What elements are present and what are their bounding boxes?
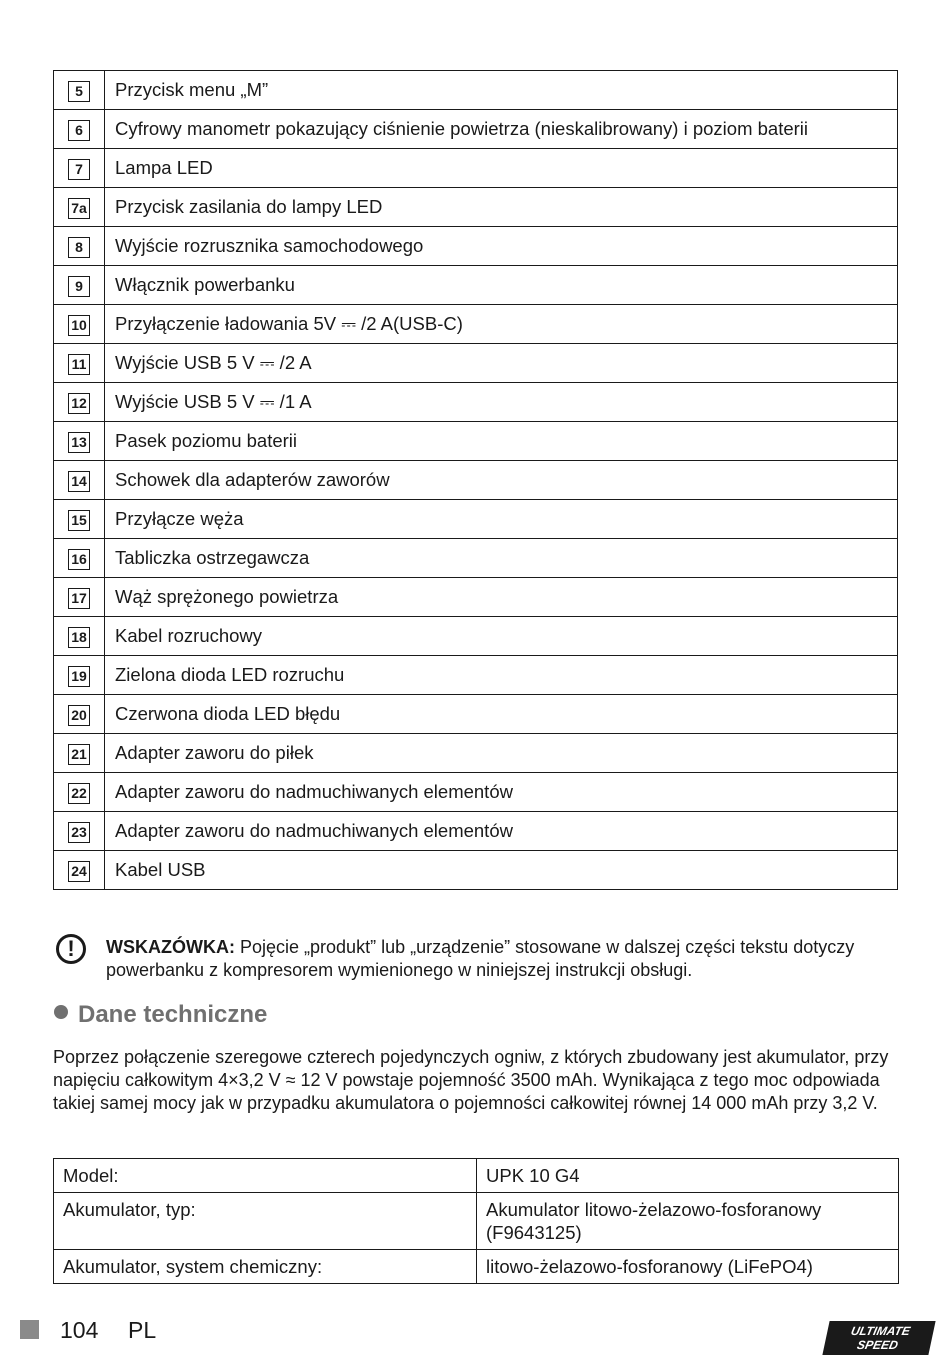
part-number: 16 [68,549,90,570]
part-number-cell [54,305,105,344]
part-number-cell [54,617,105,656]
note-label: WSKAZÓWKA: [106,937,235,957]
part-description: Schowek dla adapterów zaworów [105,461,898,500]
spec-row [54,1159,899,1193]
part-number-cell [54,695,105,734]
parts-row [54,227,898,266]
part-description: Włącznik powerbanku [105,266,898,305]
parts-row [54,344,898,383]
part-number-cell [54,500,105,539]
part-description: Przycisk menu „M” [105,71,898,110]
brand-logo-line2: SPEED [855,1338,900,1352]
part-number-cell [54,656,105,695]
part-number: 21 [68,744,90,765]
parts-row [54,695,898,734]
part-description: Cyfrowy manometr pokazujący ciśnienie powietrza (nieskalibrowany) i poziom baterii [105,110,898,149]
part-number-cell [54,188,105,227]
spec-table [53,1158,899,1284]
part-description: Przyłączenie ładowania 5V ⎓ /2 A(USB-C) [105,305,898,344]
part-number: 18 [68,627,90,648]
spec-row [54,1250,899,1284]
part-number: 19 [68,666,90,687]
part-number-cell [54,812,105,851]
part-number: 11 [68,354,90,375]
section-heading-text: Dane techniczne [78,1001,268,1028]
part-number-cell [54,539,105,578]
parts-table [53,70,898,890]
parts-row [54,383,898,422]
spec-table-body [54,1159,899,1284]
note-text [106,936,896,982]
part-number: 17 [68,588,90,609]
parts-row [54,773,898,812]
bullet-icon [54,1005,68,1019]
page-number: 104 [60,1317,99,1343]
parts-row [54,578,898,617]
part-number-cell [54,149,105,188]
parts-row [54,812,898,851]
part-description: Adapter zaworu do nadmuchiwanych elementów [105,773,898,812]
part-description: Wyjście USB 5 V ⎓ /1 A [105,383,898,422]
part-number: 23 [68,822,90,843]
parts-row [54,617,898,656]
parts-row [54,71,898,110]
part-description: Lampa LED [105,149,898,188]
part-number-cell [54,461,105,500]
part-description: Adapter zaworu do nadmuchiwanych elementów [105,812,898,851]
spec-key: Akumulator, typ: [54,1193,477,1250]
part-number: 15 [68,510,90,531]
exclamation-icon: ! [56,934,86,964]
part-number: 20 [68,705,90,726]
parts-row [54,461,898,500]
part-number: 6 [68,120,90,141]
part-number: 14 [68,471,90,492]
spec-key: Akumulator, system chemiczny: [54,1250,477,1284]
parts-row [54,305,898,344]
note-body: Pojęcie „produkt” lub „urządzenie” stosowane w dalszej części tekstu dotyczy powerbanku z kompresorem wymienionego w niniejszej instrukcji obsługi. [106,937,855,980]
part-description: Wyjście rozrusznika samochodowego [105,227,898,266]
part-description: Tabliczka ostrzegawcza [105,539,898,578]
parts-row [54,539,898,578]
spec-value: litowo-żelazowo-fosforanowy (LiFePO4) [477,1250,899,1284]
parts-row [54,656,898,695]
parts-row [54,734,898,773]
parts-row [54,110,898,149]
part-number-cell [54,422,105,461]
part-description: Pasek poziomu baterii [105,422,898,461]
spec-value: Akumulator litowo-żelazowo-fosforanowy (F9643125) [477,1193,899,1250]
part-number-cell [54,383,105,422]
part-number: 24 [68,861,90,882]
part-description: Kabel USB [105,851,898,890]
parts-row [54,188,898,227]
parts-row [54,149,898,188]
spec-key: Model: [54,1159,477,1193]
parts-table-body [54,71,898,890]
part-description: Adapter zaworu do piłek [105,734,898,773]
part-description: Zielona dioda LED rozruchu [105,656,898,695]
part-description: Czerwona dioda LED błędu [105,695,898,734]
part-number-cell [54,344,105,383]
part-number: 8 [68,237,90,258]
part-description: Przycisk zasilania do lampy LED [105,188,898,227]
parts-row [54,266,898,305]
part-number-cell [54,773,105,812]
part-number: 7a [68,198,90,219]
spec-value: UPK 10 G4 [477,1159,899,1193]
part-number-cell [54,71,105,110]
part-description: Wąż sprężonego powietrza [105,578,898,617]
part-description: Wyjście USB 5 V ⎓ /2 A [105,344,898,383]
intro-paragraph: Poprzez połączenie szeregowe czterech pojedynczych ogniw, z których zbudowany jest akumulator, przy napięciu całkowitym 4×3,2 V ≈ 12 V powstaje pojemność 3500 mAh. Wynikająca z tego moc odpowiada takiej samej mocy jak w przypadku akumulatora o pojemności całkowitej równej 14 000 mAh przy 3,2 V. [53,1047,889,1113]
brand-logo-line1: ULTIMATE [849,1324,912,1338]
page-language: PL [128,1317,157,1343]
parts-row [54,500,898,539]
part-number: 9 [68,276,90,297]
spec-row [54,1193,899,1250]
part-number-cell [54,110,105,149]
part-number: 5 [68,81,90,102]
section-heading [54,1001,267,1029]
parts-row [54,422,898,461]
part-description: Przyłącze węża [105,500,898,539]
part-number-cell [54,734,105,773]
part-number-cell [54,266,105,305]
part-number: 10 [68,315,90,336]
part-description: Kabel rozruchowy [105,617,898,656]
part-number-cell [54,851,105,890]
part-number-cell [54,227,105,266]
footer-square [20,1320,39,1339]
part-number: 12 [68,393,90,414]
part-number: 22 [68,783,90,804]
part-number: 7 [68,159,90,180]
part-number: 13 [68,432,90,453]
brand-logo [822,1321,935,1355]
part-number-cell [54,578,105,617]
parts-row [54,851,898,890]
